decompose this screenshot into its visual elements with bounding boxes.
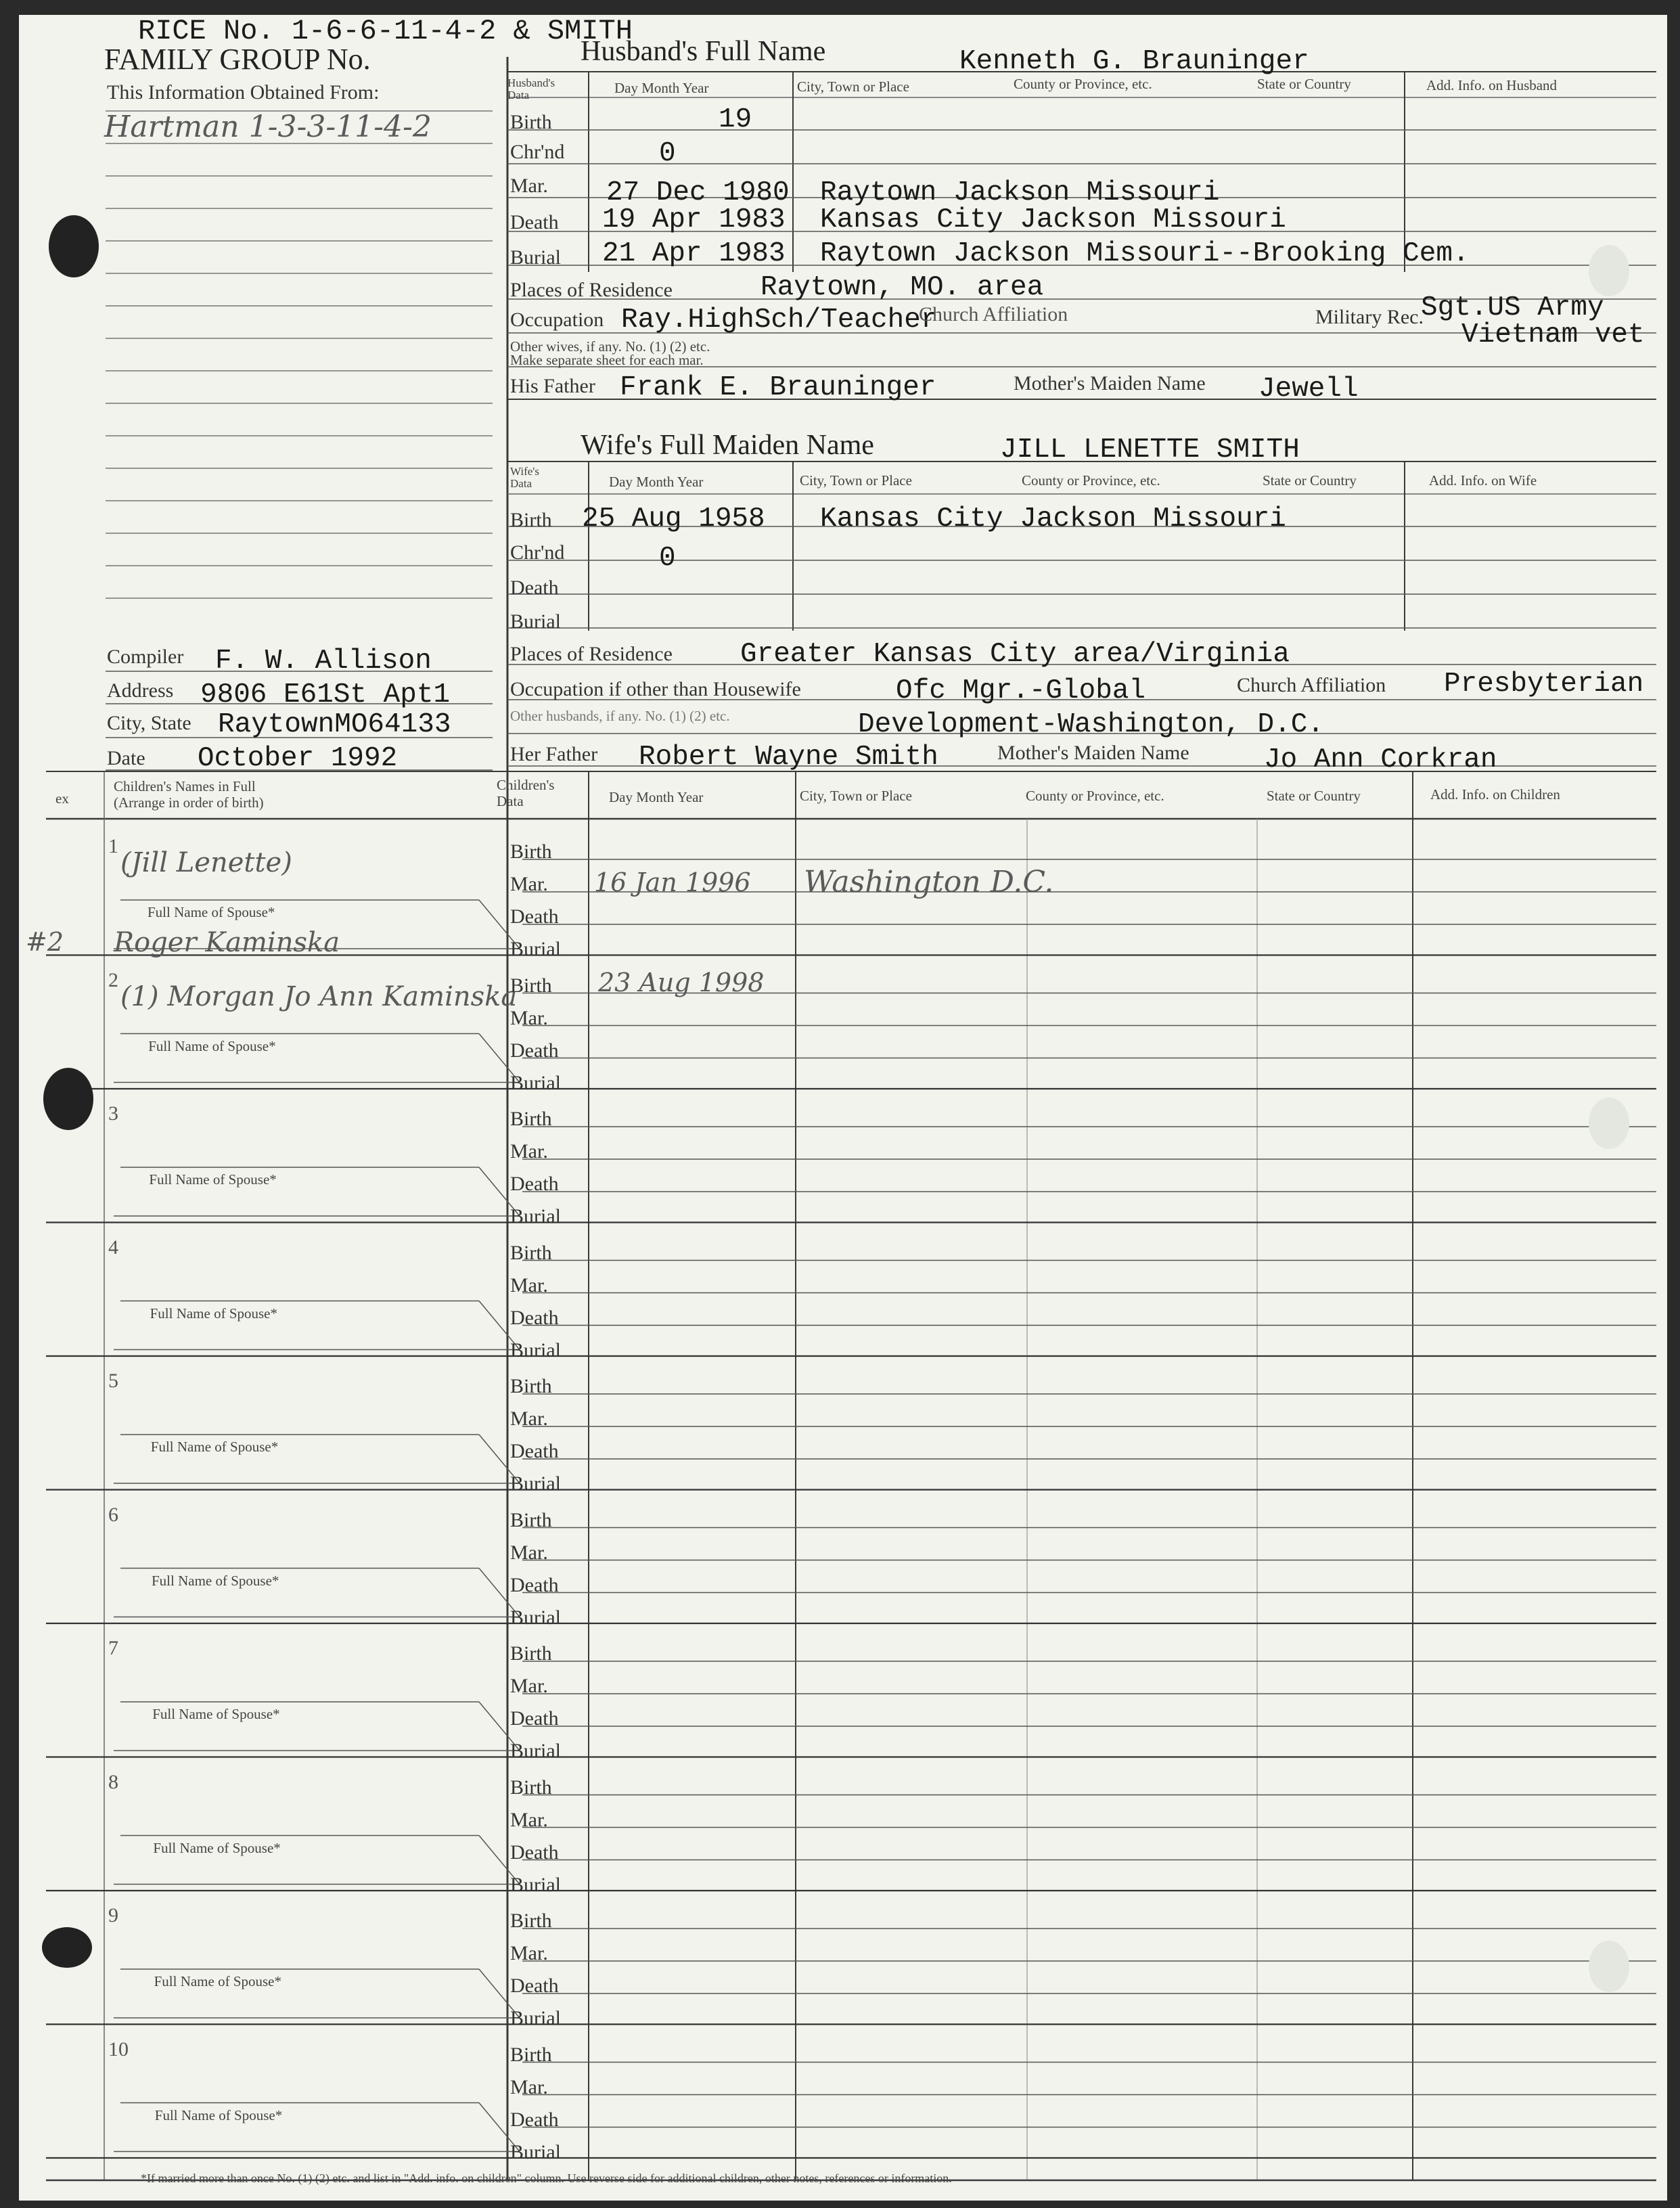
child-mar-label: Mar. [510, 873, 548, 895]
husband-name-label: Husband's Full Name [581, 36, 826, 67]
husband-chrnd-value: 0 [659, 138, 676, 169]
city-state-value: RaytownMO64133 [218, 709, 451, 740]
rice-number: RICE No. 1-6-6-11-4-2 & SMITH [138, 15, 633, 47]
husband-birth-label: Birth [510, 111, 552, 133]
husband-mar-label: Mar. [510, 175, 548, 197]
hole-mark-right-bottom [1589, 1941, 1629, 1992]
child-birth-date: 23 Aug 1998 [598, 967, 765, 997]
husband-mother-label: Mother's Maiden Name [1014, 372, 1206, 395]
husband-residence-value: Raytown, MO. area [760, 272, 1044, 303]
wife-name-label: Wife's Full Maiden Name [581, 430, 874, 461]
wife-birth-place: Kansas City Jackson Missouri [820, 503, 1286, 535]
wife-birth-date: 25 Aug 1958 [582, 503, 765, 535]
child-birth-label: Birth [510, 1776, 552, 1799]
wife-occupation-label: Occupation if other than Housewife [510, 678, 801, 700]
child-birth-label: Birth [510, 1241, 552, 1264]
child-number: 6 [108, 1503, 118, 1526]
footnote: *If married more than once No. (1) (2) etc. and list in "Add. info. on children" column. Use reverse side for additional children, other notes, references or information. [141, 2171, 952, 2185]
child-mar-date: 16 Jan 1996 [594, 868, 751, 897]
husband-father-value: Frank E. Brauninger [620, 372, 936, 403]
children-col-data-2: Data [497, 793, 524, 809]
form-grid-lines [19, 15, 1667, 2201]
child-number: 3 [108, 1102, 118, 1125]
husband-col-county: County or Province, etc. [1014, 76, 1152, 92]
husband-burial-date: 21 Apr 1983 [602, 238, 786, 269]
husband-burial-label: Burial [510, 246, 561, 269]
husband-other-wives-2: Make separate sheet for each mar. [510, 352, 704, 368]
child-birth-label: Birth [510, 840, 552, 863]
husband-church-label: Church Affiliation [919, 303, 1068, 325]
address-value: 9806 E61St Apt1 [200, 679, 451, 711]
wife-father-value: Robert Wayne Smith [639, 742, 938, 773]
child-number: 10 [108, 2037, 129, 2060]
child-death-label: Death [510, 1975, 559, 1997]
wife-church-label: Church Affiliation [1237, 674, 1386, 696]
child-burial-label: Burial [510, 1071, 561, 1094]
child-number: 8 [108, 1770, 118, 1793]
children-col-names-2: (Arrange in order of birth) [114, 794, 264, 811]
child-birth-label: Birth [510, 1375, 552, 1397]
hole-mark-right-middle [1589, 1098, 1629, 1149]
date-label: Date [107, 747, 145, 769]
wife-chrnd-value: 0 [659, 543, 676, 574]
child-burial-label: Burial [510, 1205, 561, 1227]
wife-chrnd-label: Chr'nd [510, 541, 565, 564]
child-death-label: Death [510, 905, 559, 928]
child-mar-label: Mar. [510, 2075, 548, 2098]
child-burial-label: Burial [510, 938, 561, 960]
child-name: (Jill Lenette) [120, 847, 292, 878]
husband-other-wives-1: Other wives, if any. No. (1) (2) etc. [510, 338, 710, 355]
wife-burial-label: Burial [510, 610, 561, 633]
city-state-label: City, State [107, 712, 191, 734]
child-name: (1) Morgan Jo Ann Kaminska [120, 981, 518, 1012]
children-col-city: City, Town or Place [800, 788, 912, 804]
family-group-sheet [19, 15, 1667, 2201]
child-mar-label: Mar. [510, 1407, 548, 1430]
child-mar-label: Mar. [510, 1274, 548, 1297]
child-number: 7 [108, 1637, 118, 1659]
child-spouse-label: Full Name of Spouse* [148, 1037, 276, 1054]
child-number: 1 [108, 835, 118, 857]
husband-military-value-1: Sgt.US Army [1421, 292, 1604, 323]
wife-col-dmy: Day Month Year [609, 474, 704, 490]
compiler-label: Compiler [107, 646, 184, 668]
husband-mar-place: Raytown Jackson Missouri [820, 177, 1220, 208]
child-burial-label: Burial [510, 1873, 561, 1896]
husband-occupation-label: Occupation [510, 309, 604, 331]
husband-burial-place: Raytown Jackson Missouri--Brooking Cem. [820, 238, 1470, 269]
wife-col-state: State or Country [1263, 472, 1357, 489]
children-col-county: County or Province, etc. [1026, 788, 1164, 804]
children-col-sex: ex [55, 790, 69, 807]
child-spouse-label: Full Name of Spouse* [150, 1439, 279, 1455]
husband-birth-value: 19 [719, 104, 752, 135]
binder-hole-middle [43, 1068, 93, 1130]
husband-military-label: Military Rec. [1315, 306, 1424, 328]
husband-death-date: 19 Apr 1983 [602, 204, 786, 235]
child-birth-label: Birth [510, 1910, 552, 1932]
child-mar-label: Mar. [510, 1541, 548, 1564]
child-burial-label: Burial [510, 2007, 561, 2029]
children-col-dmy: Day Month Year [609, 789, 704, 805]
child-burial-label: Burial [510, 1740, 561, 1762]
wife-col-county: County or Province, etc. [1022, 472, 1160, 489]
wife-birth-label: Birth [510, 509, 552, 531]
child-spouse-label: Full Name of Spouse* [153, 1839, 281, 1856]
child-birth-label: Birth [510, 1508, 552, 1531]
husband-occupation-value: Ray.HighSch/Teacher [621, 305, 938, 336]
wife-data-label: Wife's Data [510, 465, 539, 490]
child-burial-label: Burial [510, 1472, 561, 1495]
wife-residence-label: Places of Residence [510, 643, 673, 665]
child-spouse-label: Full Name of Spouse* [154, 1973, 281, 1989]
child-death-label: Death [510, 1173, 559, 1195]
date-value: October 1992 [198, 743, 398, 774]
child-mar-place: Washington D.C. [804, 865, 1054, 899]
child-burial-label: Burial [510, 1338, 561, 1361]
wife-occupation-value: Ofc Mgr.-Global [896, 675, 1146, 706]
child-mar-label: Mar. [510, 1140, 548, 1163]
child-spouse-name: Roger Kaminska [114, 927, 340, 958]
husband-col-addl: Add. Info. on Husband [1426, 77, 1558, 93]
child-birth-label: Birth [510, 1108, 552, 1130]
husband-col-dmy: Day Month Year [614, 80, 709, 96]
husband-father-label: His Father [510, 375, 595, 397]
child-death-label: Death [510, 1440, 559, 1462]
child-death-label: Death [510, 1573, 559, 1596]
binder-hole-top [49, 215, 99, 277]
compiler-value: F. W. Allison [215, 646, 432, 677]
child-death-label: Death [510, 1707, 559, 1730]
husband-data-label: Husband's Data [507, 76, 555, 102]
husband-mar-date: 27 Dec 1980 [606, 177, 790, 208]
wife-mother-label: Mother's Maiden Name [997, 742, 1189, 764]
husband-residence-label: Places of Residence [510, 279, 673, 301]
child-number: 5 [108, 1370, 118, 1392]
children-col-names-1: Children's Names in Full [114, 778, 256, 794]
child-spouse-label: Full Name of Spouse* [154, 2106, 283, 2123]
child-spouse-label: Full Name of Spouse* [152, 1706, 280, 1722]
child-birth-label: Birth [510, 1642, 552, 1665]
child-death-label: Death [510, 1841, 559, 1864]
wife-occupation-value-2: Development-Washington, D.C. [858, 709, 1324, 740]
child-birth-label: Birth [510, 974, 552, 997]
wife-father-label: Her Father [510, 743, 598, 765]
info-from-value: Hartman 1-3-3-11-4-2 [104, 110, 432, 144]
child-number: 4 [108, 1236, 118, 1259]
wife-residence-value: Greater Kansas City area/Virginia [740, 639, 1290, 670]
husband-death-label: Death [510, 211, 559, 233]
info-from-label: This Information Obtained From: [107, 81, 380, 104]
child-mar-label: Mar. [510, 1675, 548, 1697]
child-death-label: Death [510, 1306, 559, 1329]
husband-chrnd-label: Chr'nd [510, 141, 565, 163]
children-col-addl: Add. Info. on Children [1430, 786, 1560, 803]
husband-death-place: Kansas City Jackson Missouri [820, 204, 1286, 235]
family-group-label: FAMILY GROUP No. [104, 43, 371, 76]
child-death-label: Death [510, 1039, 559, 1062]
child-spouse-label: Full Name of Spouse* [149, 1171, 277, 1188]
child-spouse-label: Full Name of Spouse* [150, 1305, 277, 1322]
child-number: 9 [108, 1904, 118, 1927]
child-mar-label: Mar. [510, 1942, 548, 1964]
wife-col-city: City, Town or Place [800, 472, 912, 489]
children-col-data-1: Children's [497, 777, 555, 793]
child-burial-label: Burial [510, 2140, 561, 2163]
wife-col-addl: Add. Info. on Wife [1429, 472, 1537, 489]
binder-hole-bottom [42, 1927, 92, 1968]
husband-military-value-2: Vietnam vet [1461, 319, 1645, 351]
hole-mark-right-top [1589, 245, 1629, 296]
wife-church-value: Presbyterian [1444, 669, 1644, 700]
husband-col-city: City, Town or Place [797, 78, 909, 95]
child-spouse-label: Full Name of Spouse* [152, 1572, 279, 1589]
child-birth-label: Birth [510, 2043, 552, 2066]
address-label: Address [107, 679, 174, 702]
children-col-state: State or Country [1267, 788, 1361, 804]
husband-full-name: Kenneth G. Brauninger [959, 46, 1309, 77]
child-death-label: Death [510, 2108, 559, 2131]
child-spouse-prefix: #2 [26, 927, 64, 957]
husband-mother-value: Jewell [1258, 374, 1359, 405]
wife-full-name: JILL LENETTE SMITH [1000, 434, 1300, 466]
child-spouse-label: Full Name of Spouse* [147, 904, 275, 920]
husband-col-state: State or Country [1257, 76, 1351, 92]
child-burial-label: Burial [510, 1606, 561, 1629]
wife-death-label: Death [510, 577, 559, 599]
child-mar-label: Mar. [510, 1808, 548, 1831]
wife-other-husbands: Other husbands, if any. No. (1) (2) etc. [510, 708, 730, 724]
child-mar-label: Mar. [510, 1006, 548, 1029]
wife-mother-value: Jo Ann Corkran [1264, 744, 1497, 775]
child-number: 2 [108, 968, 118, 991]
